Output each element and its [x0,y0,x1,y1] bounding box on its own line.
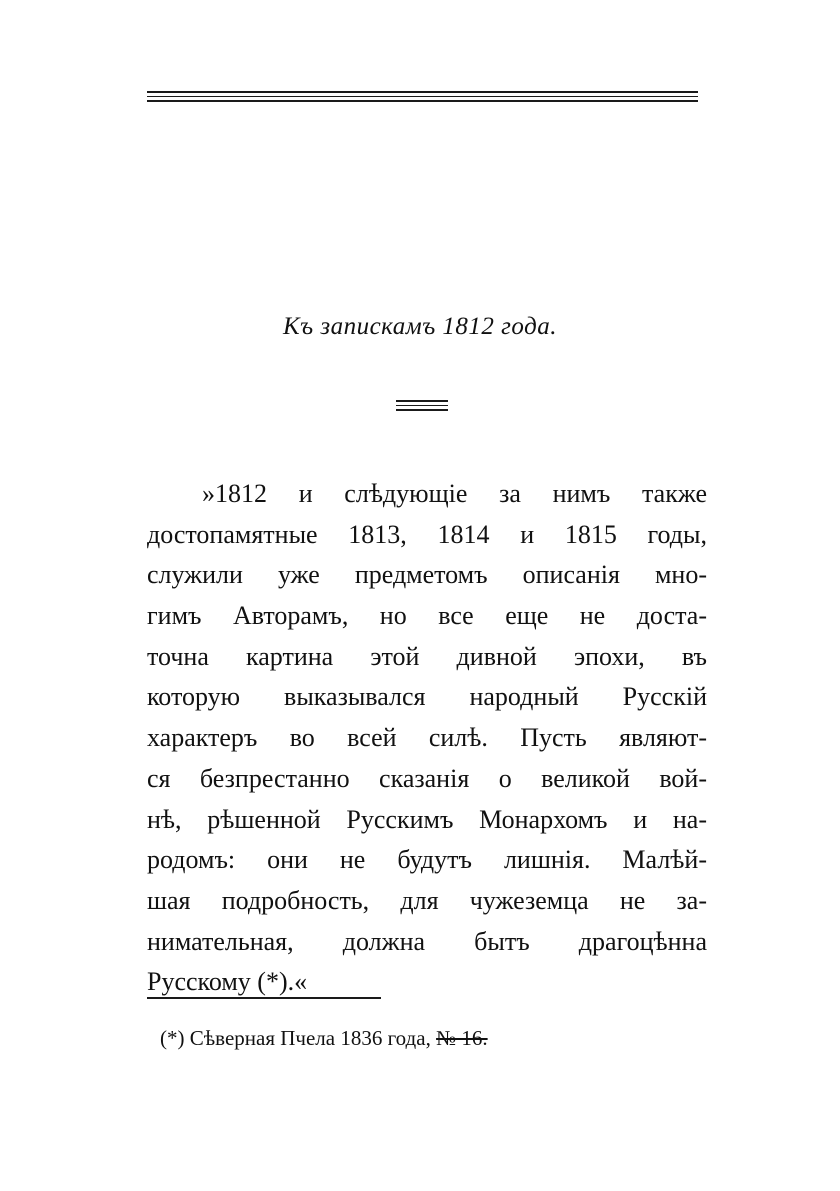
text-line: нѣ, рѣшенной Русскимъ Монархомъ и на- [147,804,707,834]
footnote-struck-number: № 16. [436,1026,488,1050]
text-line: »1812 и слѣдующіе за нимъ также [202,479,707,508]
footnote [160,1026,488,1051]
text-line: которую выказывался народный Русскій [147,682,707,712]
text-line: гимъ Авторамъ, но все еще не доста- [147,601,707,631]
title-divider [396,405,448,406]
text-line: шая подробность, для чужеземца не за- [147,885,707,915]
text-line: ся безпрестанно сказанія о великой вой- [147,763,707,793]
text-line: служили уже предметомъ описанія мно- [147,560,707,590]
footnote-rule [147,997,381,999]
body-text [147,474,707,1003]
footnote-text: (*) Сѣверная Пчела 1836 года, [160,1026,431,1050]
text-line: характеръ во всей силѣ. Пусть являют- [147,723,707,753]
text-line: точна картина этой дивной эпохи, въ [147,641,707,671]
title-divider [396,409,448,411]
title-divider [396,400,448,402]
page-title: Къ запискамъ 1812 года. [283,313,557,340]
text-line: нимательная, должна бытъ драгоцѣнна [147,926,707,956]
top-rule [147,96,698,97]
top-rule [147,100,698,102]
text-line: Русскому (*).« [147,967,308,997]
top-rule [147,91,698,93]
text-line: достопамятные 1813, 1814 и 1815 годы, [147,519,707,549]
text-line: родомъ: они не будутъ лишнія. Малѣй- [147,845,707,875]
